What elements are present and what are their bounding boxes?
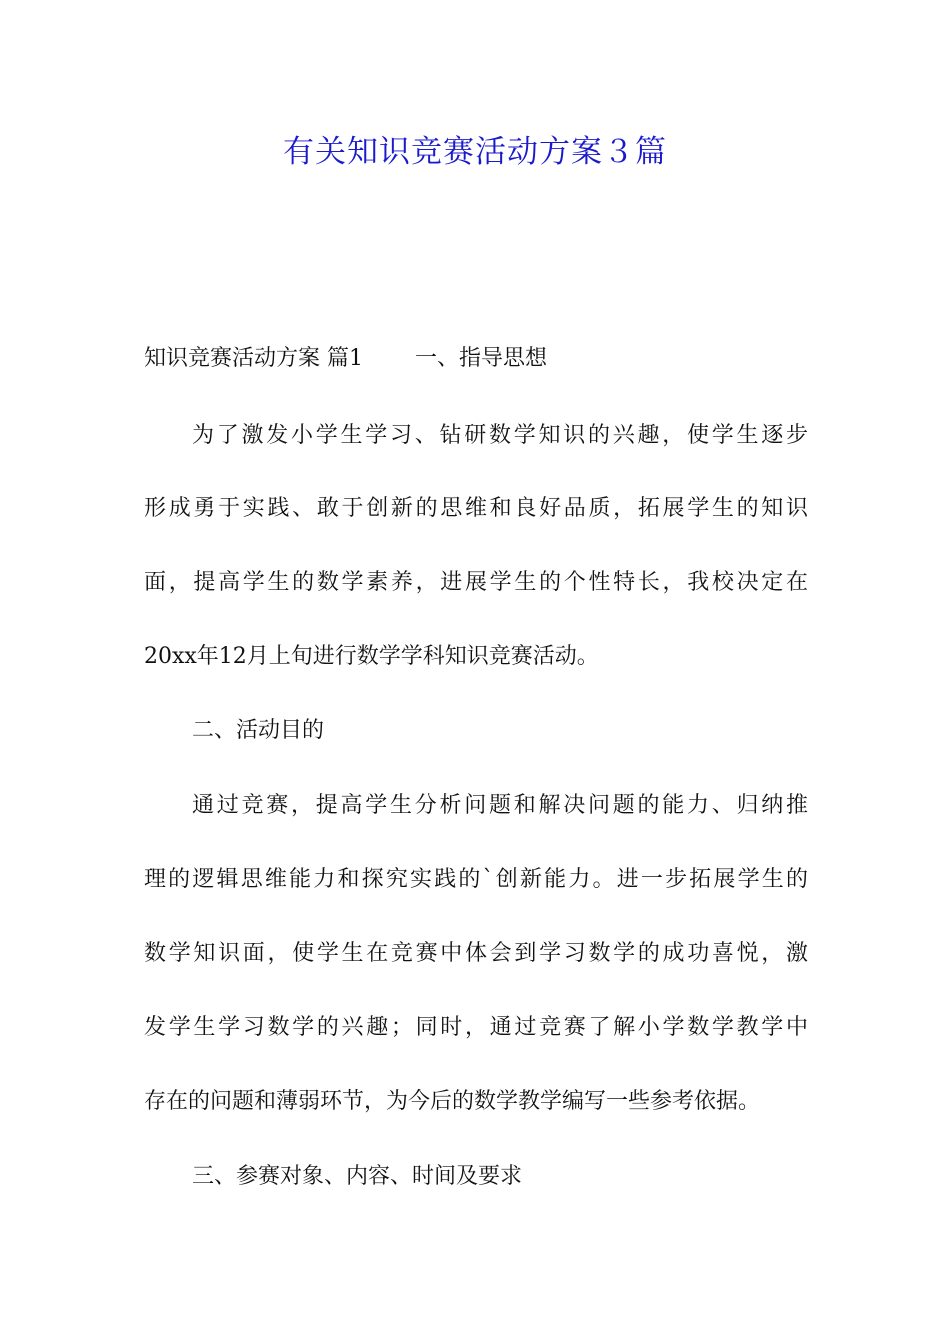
- section-label: 知识竞赛活动方案 篇1: [144, 346, 363, 371]
- paragraph-2-line: 理的逻辑思维能力和探究实践的`创新能力。进一步拓展学生的: [144, 867, 808, 892]
- paragraph-2-line: 通过竞赛，提高学生分析问题和解决问题的能力、归纳推: [192, 793, 808, 818]
- heading-participants: 三、参赛对象、内容、时间及要求: [192, 1164, 523, 1189]
- paragraph-1-line: 面，提高学生的数学素养，进展学生的个性特长，我校决定在: [144, 570, 808, 595]
- document-title: 有关知识竞赛活动方案３篇: [283, 134, 667, 170]
- paragraph-1-line: 形成勇于实践、敢于创新的思维和良好品质，拓展学生的知识: [144, 496, 808, 521]
- section-header-line: [144, 343, 808, 375]
- heading-guiding-ideology: 一、指导思想: [415, 346, 548, 371]
- paragraph-2-line: 存在的问题和薄弱环节，为今后的数学教学编写一些参考依据。: [144, 1089, 761, 1114]
- paragraph-2-line: 数学知识面，使学生在竞赛中体会到学习数学的成功喜悦，激: [144, 941, 808, 966]
- paragraph-1-line: 20xx年12月上旬进行数学学科知识竞赛活动。: [144, 644, 599, 669]
- paragraph-1-line: 为了激发小学生学习、钻研数学知识的兴趣，使学生逐步: [192, 423, 808, 448]
- heading-activity-purpose: 二、活动目的: [192, 718, 325, 743]
- paragraph-2-line: 发学生学习数学的兴趣；同时，通过竞赛了解小学数学教学中: [144, 1015, 808, 1040]
